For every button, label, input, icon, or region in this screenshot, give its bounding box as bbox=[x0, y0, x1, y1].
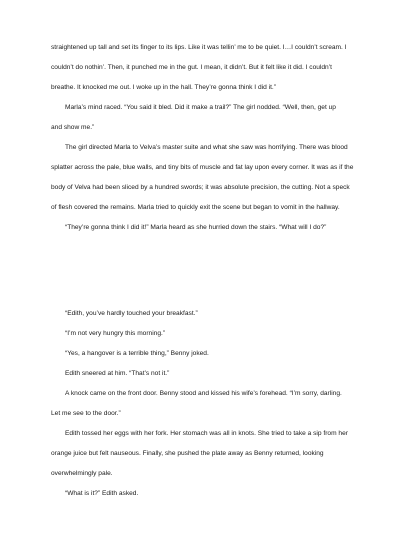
text-line: Marla’s mind raced. “You said it bled. Did it make a trail?” The girl nodded. “Well, then, get up bbox=[65, 104, 336, 111]
text-line: “What is it?” Edith asked. bbox=[65, 490, 139, 497]
text-line: overwhelmingly pale. bbox=[51, 470, 113, 477]
text-line: A knock came on the front door. Benny stood and kissed his wife’s forehead. “I’m sorry, darling. bbox=[65, 390, 342, 397]
text-line: and show me.” bbox=[51, 124, 95, 131]
text-line: Let me see to the door.” bbox=[51, 410, 121, 417]
text-line: body of Velva had been sliced by a hundred swords; it was absolute precision, the cutting. Not a speck bbox=[51, 184, 350, 191]
text-line: “Yes, a hangover is a terrible thing,” Benny joked. bbox=[65, 350, 209, 357]
text-line: breathe. It knocked me out. I woke up in the hall. They’re gonna think I did it.” bbox=[51, 84, 276, 91]
text-line: splatter across the pale, blue walls, and tiny bits of muscle and fat lay upon every corner. It was as if the bbox=[51, 164, 354, 171]
text-line: Edith sneered at him. “That’s not it.” bbox=[65, 370, 170, 377]
text-line: “They’re gonna think I did it!” Marla heard as she hurried down the stairs. “What will I do?” bbox=[65, 224, 327, 231]
text-line: Edith tossed her eggs with her fork. Her stomach was all in knots. She tried to take a sip from her bbox=[65, 430, 348, 437]
text-line: couldn’t do nothin’. Then, it punched me in the gut. I mean, it didn’t. But it felt like it did. I couldn’t bbox=[51, 64, 333, 71]
text-line: orange juice but felt nauseous. Finally, she pushed the plate away as Benny returned, looking bbox=[51, 450, 324, 457]
text-line: straightened up tall and set its finger to its lips. Like it was tellin’ me to be quiet. I…I couldn’t scream. I bbox=[51, 44, 347, 51]
text-line: “I’m not very hungry this morning.” bbox=[65, 330, 166, 337]
text-line: of flesh covered the remains. Marla tried to quickly exit the scene but began to vomit in the hallway. bbox=[51, 204, 340, 211]
text-line: “Edith, you’ve hardly touched your breakfast.” bbox=[65, 310, 198, 317]
text-line: The girl directed Marla to Velva’s master suite and what she saw was horrifying. There was blood bbox=[65, 144, 348, 151]
